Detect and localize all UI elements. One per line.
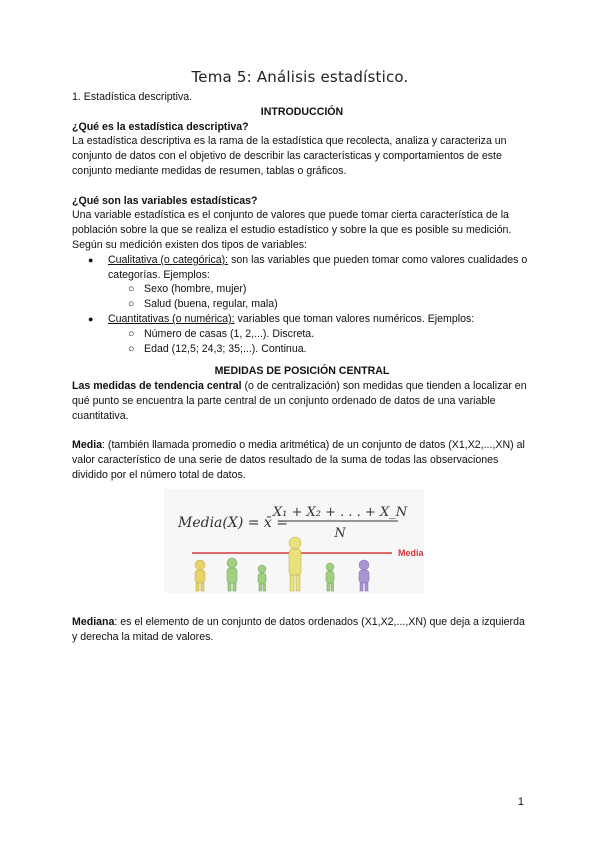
term-desc: son las variables que pueden tomar como valores cualidades o categorías. Ejemplos:	[108, 253, 528, 281]
document-body	[72, 90, 532, 644]
bullet-icon: ●	[88, 313, 94, 324]
page-number: 1	[517, 796, 524, 808]
medidas-term: Las medidas de tendencia central	[72, 380, 242, 393]
medidas-paragraph	[72, 379, 532, 423]
circle-bullet-icon: ○	[128, 327, 135, 340]
list-item	[72, 297, 532, 312]
circle-bullet-icon: ○	[128, 298, 135, 311]
media-paragraph	[72, 438, 532, 482]
formula-numerator: X₁ + X₂ + . . . + X_N	[272, 504, 408, 520]
page-title: Tema 5: Análisis estadístico.	[191, 68, 409, 86]
circle-bullet-icon: ○	[128, 283, 135, 296]
mediana-paragraph	[72, 615, 532, 645]
section-heading: 1. Estadística descriptiva.	[72, 91, 193, 103]
paragraph-2: Una variable estadística es el conjunto de valores que puede tomar cierta característica de la población sobre la que se realiza el estudio estadístico y sobre la que es posible su medición.	[72, 209, 512, 237]
example-text: Salud (buena, regular, mala)	[144, 298, 278, 311]
media-line-label: Media	[398, 547, 424, 558]
media-formula-figure	[72, 489, 532, 593]
bullet-icon: ●	[88, 254, 94, 265]
list-item	[72, 282, 532, 297]
term-cualitativa: Cualitativa (o categórica):	[108, 253, 229, 266]
example-text: Sexo (hombre, mujer)	[144, 283, 247, 296]
medidas-text: (o de centralización) son medidas que tienden a localizar en qué punto se encuentra la parte central de un conjunto ordenado de datos de una variable cuantitativa.	[72, 380, 527, 422]
circle-bullet-icon: ○	[128, 342, 135, 355]
mediana-text: : es el elemento de un conjunto de datos ordenados (X1,X2,...,XN) que deja a izquierda y derecha la mitad de valores.	[72, 615, 525, 643]
media-text: : (también llamada promedio o media aritmética) de un conjunto de datos (X1,X2,...,XN) al valor característico de una serie de datos resultado de la suma de todas las observaciones dividido por el número total de datos.	[72, 439, 525, 481]
example-text: Número de casas (1, 2,...). Discreta.	[144, 327, 315, 340]
term-cuantitativas: Cuantitativas (o numérica):	[108, 312, 235, 325]
question-heading-2: ¿Qué son las variables estadísticas?	[72, 194, 258, 207]
list-item	[72, 327, 532, 342]
mediana-term: Mediana	[72, 615, 115, 628]
intro-heading: INTRODUCCIÓN	[260, 105, 344, 118]
medidas-heading: MEDIDAS DE POSICIÓN CENTRAL	[214, 365, 390, 378]
formula-svg	[72, 489, 532, 593]
list-item	[72, 342, 532, 357]
paragraph-3: Según su medición existen dos tipos de variables:	[72, 238, 307, 251]
question-heading-1: ¿Qué es la estadística descriptiva?	[72, 120, 249, 133]
media-term: Media	[72, 439, 103, 452]
formula-denominator: N	[334, 525, 346, 541]
paragraph-1: La estadística descriptiva es la rama de la estadística que recolecta, analiza y caracteriza un conjunto de datos con el objetivo de describir las características y comportamientos de este conjunto mediante medidas de resumen, tablas o gráficos.	[72, 135, 507, 177]
term-desc: variables que toman valores numéricos. Ejemplos:	[234, 312, 475, 325]
variable-types-list	[72, 253, 532, 357]
list-item	[72, 312, 532, 327]
example-text: Edad (12,5; 24,3; 35;...). Continua.	[144, 342, 307, 355]
list-item	[72, 253, 532, 283]
formula-lhs: Media(X) = x̄ =	[178, 514, 289, 531]
